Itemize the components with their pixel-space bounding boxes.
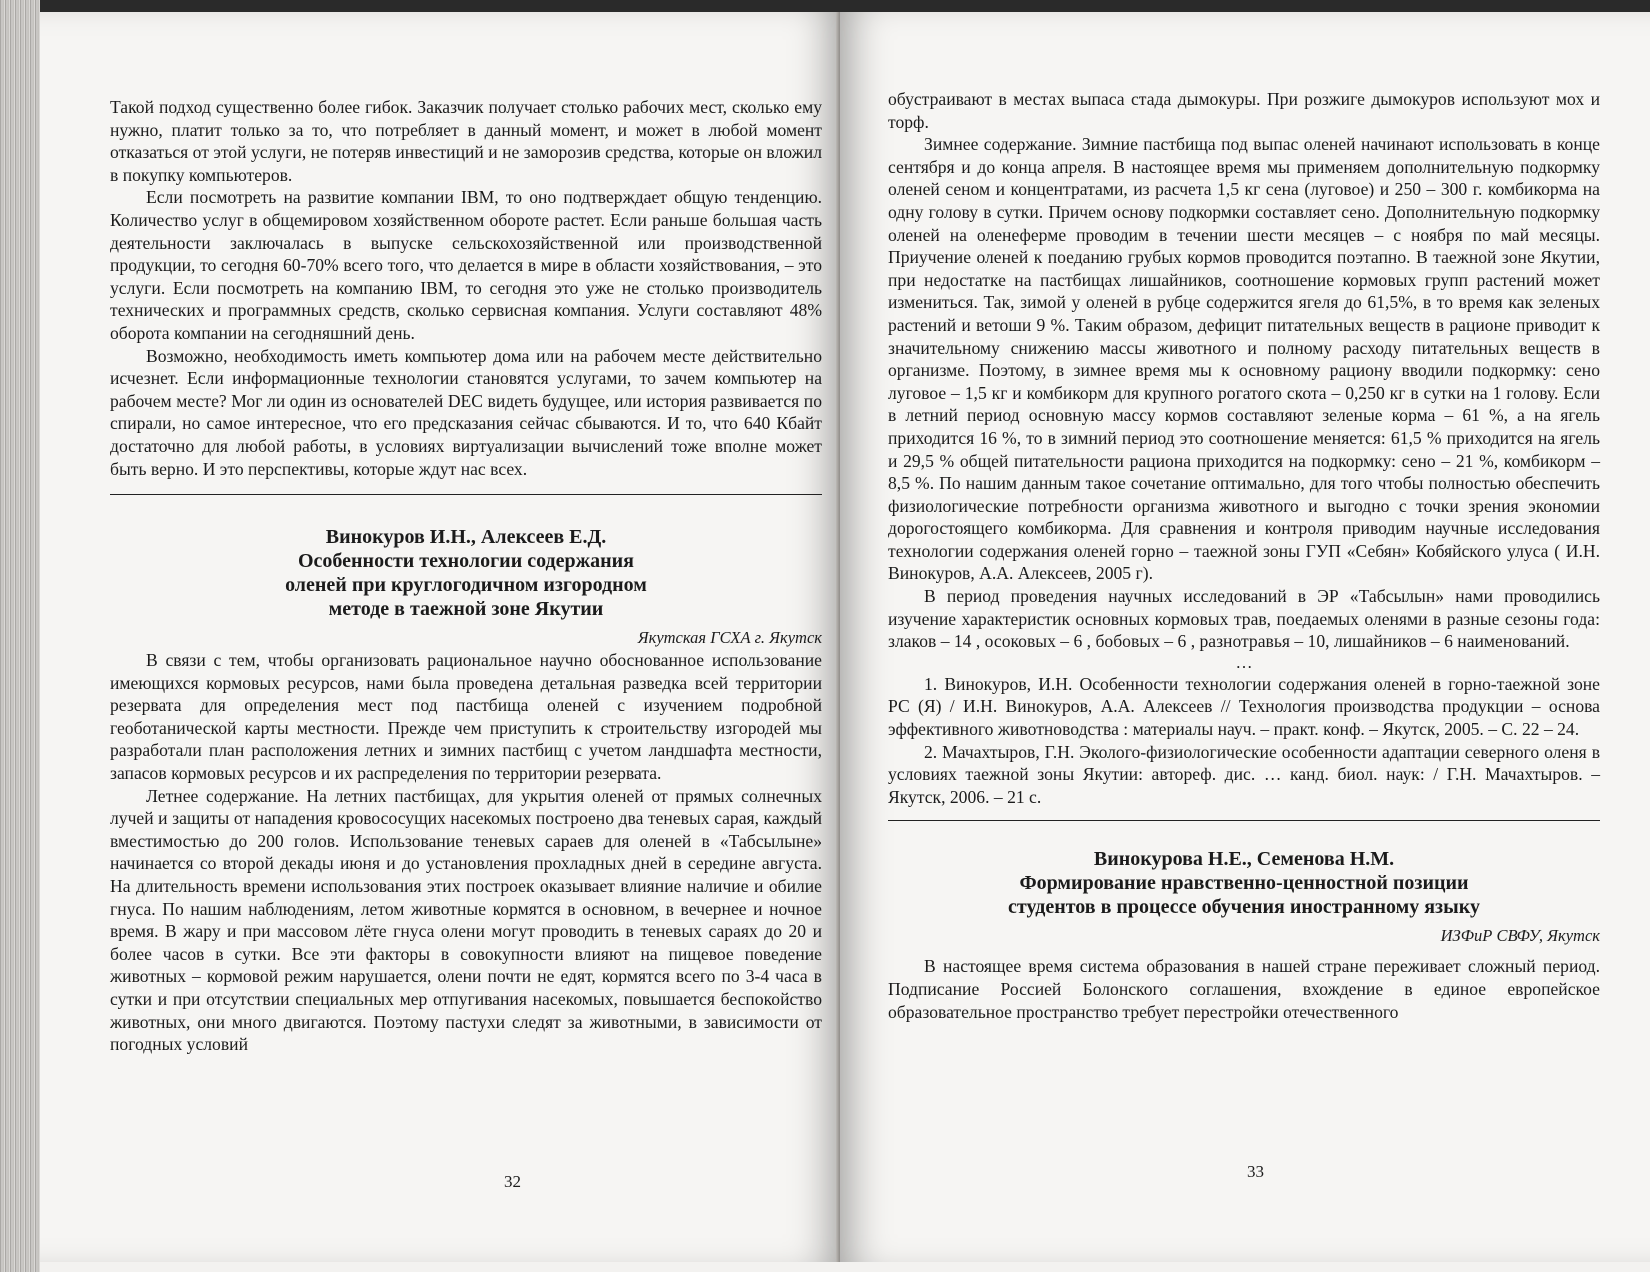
page-stack-edge bbox=[0, 0, 40, 1272]
paragraph: Такой подход существенно более гибок. Заказчик получает столько рабочих мест, сколько ему нужно, платит только за то, что потребляет в данный момент, и может в любой момент отказаться от этой услуги, не потеряв инвестиций и не заморозив средства, которые он вложил в покупку компьютеров. bbox=[110, 97, 822, 185]
article-affiliation: Якутская ГСХА г. Якутск bbox=[637, 628, 822, 648]
paragraph: Если посмотреть на развитие компании IBM, то оно подтверждает общую тенденцию. Количество услуг в общемировом хозяйственном обороте растет. Если раньше большая часть деятельности заключалась в выпуске сельскохозяйственной или производственной продукции, то сегодня 60-70% всего того, что делается в мире в области хозяйствования, – это услуги. Если посмотреть на компанию IBM, то сегодня это уже не столько производитель технических и программных средств, сколько сервисная компания. Услуги составляют 48% оборота компании на сегодняшний день. bbox=[110, 187, 822, 343]
paragraph: Возможно, необходимость иметь компьютер дома или на рабочем месте действительно исчезнет. Если информационные технологии становятся услугами, то зачем компьютер на рабочем месте? Мог ли один из основателей DEC видеть будущее, или история развивается по спирали, но самое интересное, что его предсказания сейчас сбываются. И то, что 640 Кбайт достаточно для любой работы, в условиях виртуализации вычислений тоже вполне может быть верно. И это перспективы, которые ждут нас всех. bbox=[110, 345, 822, 479]
paragraph: обустраивают в местах выпаса стада дымокуры. При розжиге дымокуров используют мох и торф. bbox=[888, 89, 1600, 132]
article-title-line: методе в таежной зоне Якутии bbox=[328, 598, 604, 621]
paragraph: В настоящее время система образования в нашей стране переживает сложный период. Подписание Россией Болонского соглашения, вхождение в единое европейское образовательное пространство требует перестройки отечественного bbox=[888, 956, 1600, 1022]
scan-top-edge bbox=[0, 0, 1650, 12]
reference-item: 2. Мачахтыров, Г.Н. Эколого-физиологические особенности адаптации северного оленя в условиях таежной зоны Якутии: автореф. дис. … канд. биол. наук: / Г.Н. Мачахтыров. – Якутск, 2006. – 21 с. bbox=[888, 741, 1600, 807]
article-title-line: оленей при круглогодичном изгородном bbox=[285, 574, 647, 597]
article-authors: Винокуров И.Н., Алексеев Е.Д. bbox=[325, 526, 607, 549]
paragraph: В связи с тем, чтобы организовать рациональное научно обоснованное использование имеющихся кормовых ресурсов, нами была проведена детальная разведка всей территории резервата для определения мест под пастбища оленей с изучением подробной геоботанической карты местности. Прежде чем приступить к строительству изгородей мы разработали план расположения летних и зимних пастбищ с учетом ландшафта местности, запасов кормовых ресурсов и их распределения по территории резервата. bbox=[110, 650, 822, 784]
paragraph: Зимнее содержание. Зимние пастбища под выпас оленей начинают использовать в конце сентября и до конца апреля. В настоящее время мы применяем дополнительную подкормку оленей сеном и концентратами, из расчета 1,5 кг сена (луговое) и 250 – 300 г. комбикорма на одну голову в сутки. Причем основу подкормки составляет сено. Дополнительную подкормку оленей на оленеферме проводим в течении шести месяцев – с ноября по май месяцы. Приучение оленей к поеданию грубых кормов проводится поэтапно. В таежной зоне Якутии, при недостатке на пастбищах лишайников, соотношение кормовых групп растений может измениться. Так, зимой у оленей в рубце содержится ягеля до 61,5%, в то время как зеленых растений и ветоши 9 %. Таким образом, дефицит питательных веществ в рационе приводит к значительному снижению массы животного и полному расходу питательных веществ в организме. Поэтому, в зимнее время мы к основному рациону вводили подкормку: сено луговое – 1,5 кг и комбикорм для крупного рогатого скота – 0,250 кг в сутки на 1 голову. Если в летний период основную массу кормов составляют зеленые корма – 61 %, а на ягель приходится 16 %, то в зимний период это соотношение меняется: 61,5 % приходится на ягель и 29,5 % общей питательности рациона приходится на подкормку: сено – 21 %, комбикорм – 8,5 %. По нашим данным такое сочетание оптимально, для того чтобы полностью обеспечить физиологические потребности организма животного и выгодно с точки зрения экономии дорогостоящего комбикорма. Для сравнения и контроля приводим научные исследования технологии содержания оленей горно – таежной зоны ГУП «Себян» Кобяйского улуса ( И.Н. Винокуров, А.А. Алексеев, 2005 г). bbox=[888, 134, 1600, 584]
left-page bbox=[40, 12, 840, 1262]
left-page-column bbox=[110, 96, 822, 1056]
page-number: 33 bbox=[1247, 1162, 1264, 1181]
right-page-column bbox=[888, 88, 1600, 1023]
right-page bbox=[840, 12, 1650, 1262]
paragraph: Летнее содержание. На летних пастбищах, для укрытия оленей от прямых солнечных лучей и защиты от нападения кровососущих насекомых построено два теневых сарая, каждый вместимостью до 200 голов. Использование теневых сараев для оленей в «Табсылыне» начинается со второй декады июня и до установления прохладных дней в середине августа. На длительность времени использования этих построек оказывает влияние наличие и обилие гнуса. По нашим наблюдениям, летом животные кормятся в основном, в вечернее и ночное время. В жару и при массовом лёте гнуса олени могут проводить в теневых сараях до 20 и более часов в сутки. Все эти факторы в совокупности влияют на пищевое поведение животных – кормовой режим нарушается, олени почти не едят, кормятся всего по 3-4 часа в сутки и при отсутствии специальных мер отпугивания насекомых, повышается беспокойство животных, они много двигаются. Поэтому пастухи следят за животными, в зависимости от погодных условий bbox=[110, 785, 822, 1055]
article-title-line: Особенности технологии содержания bbox=[297, 550, 634, 573]
paragraph: В период проведения научных исследований в ЭР «Табсылын» нами проводились изучение характеристик основных кормовых трав, поедаемых оленями в разные сезоны года: злаков – 14 , осоковых – 6 , бобовых – 6 , разнотравья – 10, лишайников – 6 наименований. bbox=[888, 586, 1600, 652]
article-title-line: студентов в процессе обучения иностранному языку bbox=[1008, 896, 1480, 919]
page-number: 32 bbox=[504, 1172, 521, 1191]
article-authors: Винокурова Н.Е., Семенова Н.М. bbox=[1093, 848, 1395, 871]
article-title-line: Формирование нравственно-ценностной позиции bbox=[1019, 872, 1469, 895]
article-affiliation: ИЗФиР СВФУ, Якутск bbox=[1440, 926, 1600, 946]
reference-item: 1. Винокуров, И.Н. Особенности технологии содержания оленей в горно-таежной зоне РС (Я) / И.Н. Винокуров, А.А. Алексеев // Технология производства продукции – основа эффективного животноводства : материалы науч. – практ. конф. – Якутск, 2005. – С. 22 – 24. bbox=[888, 673, 1600, 740]
ellipsis-separator: … bbox=[1235, 652, 1253, 672]
